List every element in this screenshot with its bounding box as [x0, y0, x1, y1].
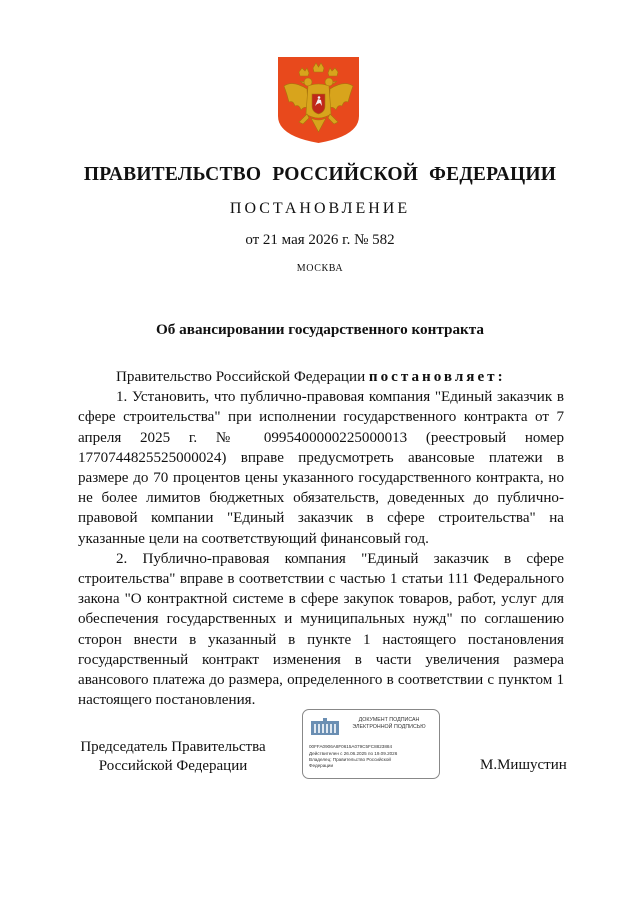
stamp-owner-line2: Федерации — [309, 763, 334, 768]
stamp-certificate: 00FFA0906A8F0615A079C5FC8823884 — [309, 744, 393, 749]
intro-decree-word: постановляет: — [368, 369, 506, 385]
stamp-header — [341, 717, 437, 731]
russian-coat-of-arms-icon — [277, 56, 360, 144]
stamp-header-line2: ЭЛЕКТРОННОЙ ПОДПИСЬЮ — [352, 724, 426, 730]
document-date-number: от 21 мая 2026 г. № 582 — [245, 232, 395, 248]
signer-position-line2: Российской Федерации — [98, 758, 248, 774]
coat-of-arms-emblem — [277, 56, 360, 144]
government-building-icon — [310, 718, 340, 736]
intro-paragraph — [78, 367, 564, 387]
document-subject: Об авансировании государственного контракта — [155, 321, 485, 338]
paragraph-1: 1. Установить, что публично-правовая компания "Единый заказчик в сфере строительства" при исполнении государственного контракта от 7 апреля 2025 г. № 0995400000225000013 (реестровый номер 1770744825525000024) вправе предусмотреть авансовые платежи в размере до 70 процентов цены указанного государственного контракта, но не более лимитов бюджетных обязательств, доведенных до публично-правовой компании "Единый заказчик в сфере строительства" на указанные цели на соответствующий финансовый год. — [78, 389, 564, 547]
signer-position — [78, 738, 268, 776]
government-title: ПРАВИТЕЛЬСТВО РОССИЙСКОЙ ФЕДЕРАЦИИ — [83, 164, 557, 185]
document-type: ПОСТАНОВЛЕНИЕ — [229, 200, 411, 217]
stamp-header-line1: ДОКУМЕНТ ПОДПИСАН — [358, 717, 420, 723]
signer-position-line1: Председатель Правительства — [80, 739, 266, 755]
paragraph-2: 2. Публично-правовая компания "Единый заказчик в сфере строительства" вправе в соответствии с частью 1 статьи 111 Федерального закона "О контрактной системе в сфере закупок товаров, работ, услуг для обеспечения государственных и муниципальных нужд" по соглашению сторон внести в указанный в пункте 1 настоящего постановления государственный контракт изменения в части увеличения размера авансового платежа до размера, определенного в соответствии с пунктом 1 настоящего постановления. — [78, 550, 564, 709]
stamp-owner-line1: Владелец: Правительство Российской — [309, 757, 391, 762]
stamp-validity: Действителен с 26.06.2025 по 19.09.2026 — [309, 751, 398, 756]
document-city: МОСКВА — [296, 263, 344, 274]
intro-text: Правительство Российской Федерации — [116, 369, 369, 385]
electronic-signature-stamp — [302, 709, 440, 779]
document-body — [78, 367, 564, 710]
signer-name: М.Мишустин — [480, 757, 567, 773]
